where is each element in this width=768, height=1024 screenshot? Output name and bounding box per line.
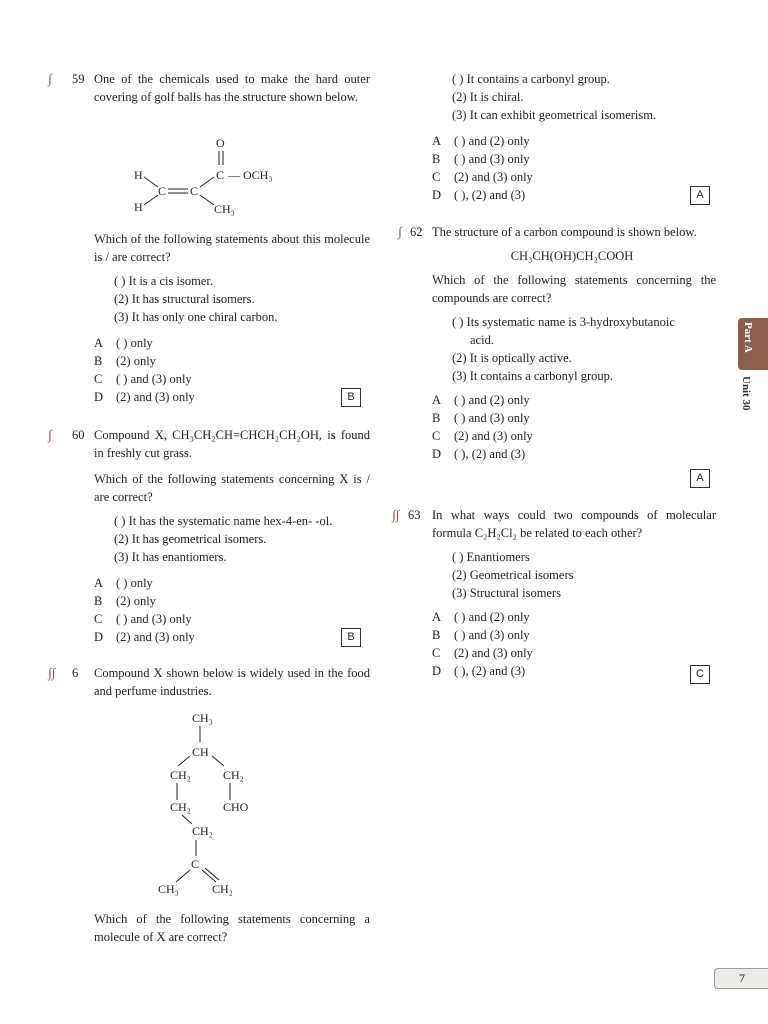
option-letter: D <box>94 390 104 404</box>
statement: ( ) Enantiomers <box>452 550 530 564</box>
option-letter: D <box>432 664 442 678</box>
option[interactable] <box>94 388 370 406</box>
answer-box: A <box>690 469 710 488</box>
question-63 <box>392 506 716 680</box>
option[interactable] <box>432 132 716 150</box>
option[interactable] <box>94 574 370 592</box>
option-text: ( ) only <box>116 336 153 350</box>
statement: (3) It contains a carbonyl group. <box>452 369 614 383</box>
option-letter: D <box>432 447 442 461</box>
difficulty-mark: ∫ <box>48 71 52 86</box>
option-letter: A <box>94 336 104 350</box>
question-prompt: Which of the following statements concerning a molecule of X are correct? <box>94 912 370 944</box>
option[interactable] <box>432 427 716 445</box>
option-letter: A <box>432 134 442 148</box>
question-text: In what ways could two compounds of molecular formula C₂H₂Cl₂ be related to each other? <box>432 508 716 540</box>
option-text: ( ), (2) and (3) <box>454 188 526 202</box>
question-text: The structure of a carbon compound is shown below. <box>432 225 697 239</box>
unit-label: Unit 30 <box>740 376 752 411</box>
option[interactable] <box>432 626 716 644</box>
part-label: Part A <box>742 322 754 353</box>
group-ch2-mid: CH₂ <box>192 824 213 838</box>
statement: (2) Geometrical isomers <box>452 568 574 582</box>
option-letter: A <box>94 576 104 590</box>
statement: (2) It is chiral. <box>452 90 524 104</box>
option-letter: D <box>432 188 442 202</box>
atom-h1: H <box>134 168 143 182</box>
question-number: 63 <box>408 508 421 522</box>
option[interactable] <box>432 409 716 427</box>
question-number: 62 <box>410 225 423 239</box>
option-text: (2) only <box>116 594 156 608</box>
option-text: (2) and (3) only <box>454 170 533 184</box>
option-letter: C <box>432 429 441 443</box>
option[interactable] <box>432 662 716 680</box>
group-ch2-left: CH₂ <box>170 768 191 782</box>
option-text: ( ) only <box>116 576 153 590</box>
option[interactable] <box>432 186 716 204</box>
option-letter: B <box>432 628 441 642</box>
statement: (3) Structural isomers <box>452 586 562 600</box>
option-text: ( ) and (3) only <box>454 628 530 642</box>
option[interactable] <box>94 592 370 610</box>
question-59 <box>48 70 370 106</box>
question-number: 59 <box>72 72 85 86</box>
question-text: Compound X shown below is widely used in the food and perfume industries. <box>94 666 370 698</box>
statement: (3) It can exhibit geometrical isomerism. <box>452 108 657 122</box>
group-ch2-right: CH₂ <box>223 768 244 782</box>
option-text: ( ) and (2) only <box>454 134 530 148</box>
question-number: 60 <box>72 428 85 442</box>
question-61 <box>48 664 370 700</box>
question-prompt: Which of the following statements concerning the compounds are correct? <box>432 273 716 305</box>
question-prompt: Which of the following statements about this molecule is / are correct? <box>94 232 370 264</box>
answer-box: B <box>341 628 361 647</box>
option-letter: B <box>432 152 441 166</box>
option-letter: A <box>432 610 442 624</box>
part-tab <box>738 318 768 370</box>
question-number: 6 <box>72 666 79 680</box>
option[interactable] <box>94 352 370 370</box>
option-letter: C <box>94 372 103 386</box>
option[interactable] <box>432 150 716 168</box>
statement: acid. <box>470 333 494 347</box>
question-text: Compound X, CH₃CH₂CH=CHCH₂CH₂OH, is found in freshly cut grass. <box>94 428 370 460</box>
option-text: ( ) and (2) only <box>454 610 530 624</box>
option-text: ( ) and (3) only <box>454 152 530 166</box>
atom-c1: C <box>158 184 167 198</box>
option[interactable] <box>94 628 370 646</box>
option-letter: C <box>94 612 103 626</box>
difficulty-mark: ∫ <box>48 427 52 442</box>
option-text: ( ) and (2) only <box>454 393 530 407</box>
option-text: (2) and (3) only <box>116 390 195 404</box>
option-letter: B <box>94 354 103 368</box>
statement: (3) It has only one chiral carbon. <box>114 310 278 324</box>
option[interactable] <box>432 445 716 463</box>
compound-formula: CH₃CH(OH)CH₂COOH <box>510 249 634 263</box>
statement: (2) It has structural isomers. <box>114 292 255 306</box>
option-text: ( ), (2) and (3) <box>454 447 526 461</box>
structure-61 <box>150 708 270 898</box>
option[interactable] <box>94 334 370 352</box>
question-text: One of the chemicals used to make the hard outer covering of golf balls has the structure shown below. <box>94 72 370 104</box>
option-text: ( ) and (3) only <box>116 372 192 386</box>
group-ch2-bottom: CH₂ <box>212 882 233 896</box>
option-letter: D <box>94 630 104 644</box>
structure-59 <box>120 135 300 220</box>
atom-c2: C <box>190 184 199 198</box>
option-text: ( ) and (3) only <box>116 612 192 626</box>
option-text: (2) and (3) only <box>454 429 533 443</box>
statement: (3) It has enantiomers. <box>114 550 227 564</box>
statement: ( ) Its systematic name is 3-hydroxybutanoic <box>452 315 675 329</box>
answer-box: A <box>690 186 710 205</box>
statement: ( ) It contains a carbonyl group. <box>452 72 610 86</box>
difficulty-mark: ∫ <box>398 224 402 239</box>
atom-h2: H <box>134 200 143 214</box>
statement: (2) It is optically active. <box>452 351 572 365</box>
statement: ( ) It is a cis isomer. <box>114 274 213 288</box>
option-letter: C <box>432 646 441 660</box>
difficulty-mark: ∫∫ <box>392 507 400 522</box>
statement: (2) It has geometrical isomers. <box>114 532 267 546</box>
atom-c: C <box>191 857 200 871</box>
question-prompt: Which of the following statements concerning X is / are correct? <box>94 472 370 504</box>
group-ch3-bottom: CH₃ <box>158 882 179 896</box>
group-ch3: CH₃ <box>214 202 235 216</box>
atom-c3: C <box>216 168 225 182</box>
option-letter: A <box>432 393 442 407</box>
difficulty-mark: ∫∫ <box>48 665 56 680</box>
question-61-prompt <box>48 910 370 946</box>
option-text: ( ) and (3) only <box>454 411 530 425</box>
atom-o: O <box>216 136 225 150</box>
question-60 <box>48 426 370 646</box>
option-letter: B <box>94 594 103 608</box>
answer-box: C <box>690 665 710 684</box>
group-ch2-left2: CH₂ <box>170 800 191 814</box>
question-61-continued <box>406 70 716 204</box>
question-59-body <box>48 230 370 406</box>
option-text: (2) and (3) only <box>454 646 533 660</box>
group-ch3-top: CH₃ <box>192 711 213 725</box>
option[interactable] <box>432 644 716 662</box>
statement: ( ) It has the systematic name hex-4-en- -ol. <box>114 514 333 528</box>
option-letter: B <box>432 411 441 425</box>
option-letter: C <box>432 170 441 184</box>
option-text: ( ), (2) and (3) <box>454 664 526 678</box>
option[interactable] <box>432 391 716 409</box>
option[interactable] <box>94 370 370 388</box>
group-ch: CH <box>192 745 209 759</box>
option-text: (2) only <box>116 354 156 368</box>
group-och3: — OCH₃ <box>228 168 273 182</box>
option-text: (2) and (3) only <box>116 630 195 644</box>
option[interactable] <box>432 168 716 186</box>
option[interactable] <box>94 610 370 628</box>
option[interactable] <box>432 608 716 626</box>
question-62 <box>398 223 716 463</box>
answer-box: B <box>341 388 361 407</box>
group-cho: CHO <box>223 800 249 814</box>
page-number: 7 <box>714 968 768 989</box>
